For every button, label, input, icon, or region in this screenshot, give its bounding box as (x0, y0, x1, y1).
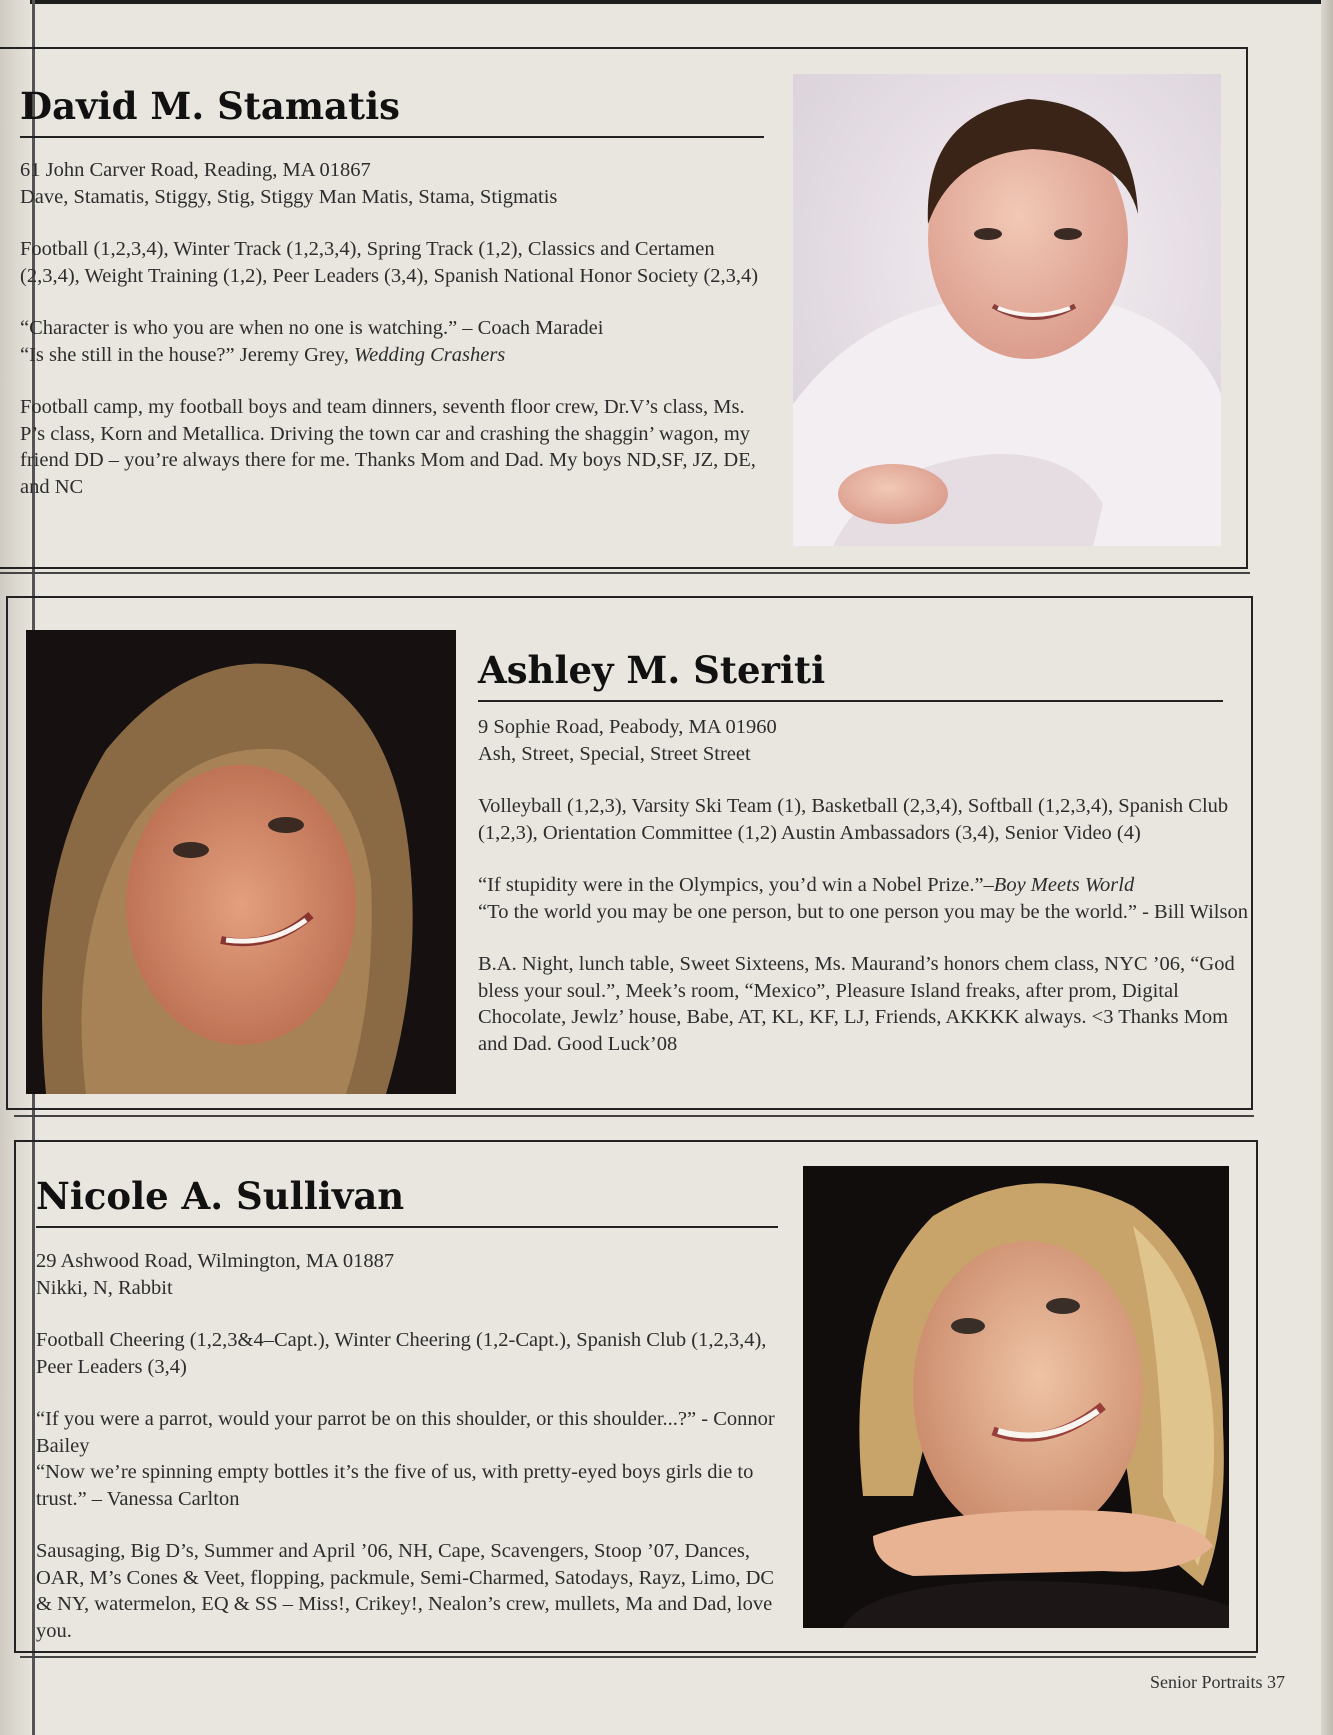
quote-text: “Is she still in the house?” Jeremy Grey, (20, 343, 354, 366)
memories-text: Football camp, my football boys and team dinners, seventh floor crew, Dr.V’s class, Ms. P’s class, Korn and Metallica. Driving the town car and crashing the shaggin’ wagon, my friend DD – you’re always there for me. Thanks Mom and Dad. My boys ND,SF, JZ, DE, and NC (20, 396, 756, 498)
address-line: 29 Ashwood Road, Wilmington, MA 01887 (36, 1250, 395, 1272)
nicknames-line: Ash, Street, Special, Street Street (478, 742, 751, 765)
address-line: 61 John Carver Road, Reading, MA 01867 (20, 159, 371, 181)
nicknames-line: Nikki, N, Rabbit (36, 1276, 173, 1299)
senior-details (36, 1248, 776, 1644)
quote-source: Wedding Crashers (353, 343, 506, 366)
quote-text: “If stupidity were in the Olympics, you’d win a Nobel Prize.”– (478, 874, 994, 896)
activities-text: Volleyball (1,2,3), Varsity Ski Team (1), Basketball (2,3,4), Softball (1,2,3,4), Spanish Club (1,2,3), Orientation Committee (1,2) Austin Ambassadors (3,4), Senior Video (4) (478, 795, 1229, 844)
page-number: 37 (1267, 1672, 1285, 1692)
senior-name: David M. Stamatis (20, 84, 400, 128)
name-underline (20, 136, 764, 138)
senior-portrait-photo (793, 74, 1221, 546)
name-underline (36, 1226, 778, 1228)
memories-text: Sausaging, Big D’s, Summer and April ’06, NH, Cape, Scavengers, Stoop ’07, Dances, OAR, M’s Cones & Veet, flopping, packmule, Semi-Charmed, Satodays, Rayz, Limo, DC & NY, watermelon, EQ & SS – Miss!, Crikey!, Nealon’s crew, mullets, Ma and Dad, love you. (36, 1540, 775, 1642)
activities-text: Football (1,2,3,4), Winter Track (1,2,3,4), Spring Track (1,2), Classics and Certamen (2,3,4), Weight Training (1,2), Peer Leaders (3,4), Spanish National Honor Society (2,3,4) (20, 238, 759, 287)
senior-details (20, 157, 760, 500)
senior-portrait-photo (803, 1166, 1229, 1628)
page-top-edge (0, 0, 1333, 4)
address-line: 9 Sophie Road, Peabody, MA 01960 (478, 716, 777, 738)
panel-bottom-edge (14, 1115, 1254, 1117)
memories-text: B.A. Night, lunch table, Sweet Sixteens, Ms. Maurand’s honors chem class, NYC ’06, “God bless your soul.”, Meek’s room, “Mexico”, Pleasure Island freaks, after prom, Digital Chocolate, Jewlz’ house, Babe, AT, KL, KF, LJ, Friends, AKKKK always. <3 Thanks Mom and Dad. Good Luck’08 (478, 953, 1235, 1055)
quote-line: “If you were a parrot, would your parrot be on this shoulder, or this shoulder...?” - Connor Bailey (36, 1408, 775, 1457)
senior-portrait-photo (26, 630, 456, 1094)
quote-source: Boy Meets World (993, 874, 1135, 896)
quote-line (478, 872, 1248, 899)
panel-bottom-edge (0, 572, 1250, 574)
section-title: Senior Portraits (1150, 1672, 1263, 1692)
nicknames-line: Dave, Stamatis, Stiggy, Stig, Stiggy Man Matis, Stama, Stigmatis (20, 185, 558, 208)
page-right-edge (1321, 0, 1333, 1735)
senior-name: Ashley M. Steriti (478, 648, 826, 692)
activities-text: Football Cheering (1,2,3&4–Capt.), Winter Cheering (1,2-Capt.), Spanish Club (1,2,3,4), Peer Leaders (3,4) (36, 1329, 767, 1378)
quote-line: “Now we’re spinning empty bottles it’s the five of us, with pretty-eyed boys girls die to trust.” – Vanessa Carlton (36, 1461, 754, 1510)
page-footer (1150, 1672, 1285, 1693)
quote-line: “To the world you may be one person, but to one person you may be the world.” - Bill Wilson (478, 900, 1248, 923)
quote-line (20, 342, 760, 369)
senior-name: Nicole A. Sullivan (36, 1174, 405, 1218)
senior-details (478, 714, 1248, 1057)
name-underline (478, 700, 1223, 702)
panel-bottom-edge (20, 1656, 1256, 1658)
quote-line: “Character is who you are when no one is watching.” – Coach Maradei (20, 317, 604, 339)
